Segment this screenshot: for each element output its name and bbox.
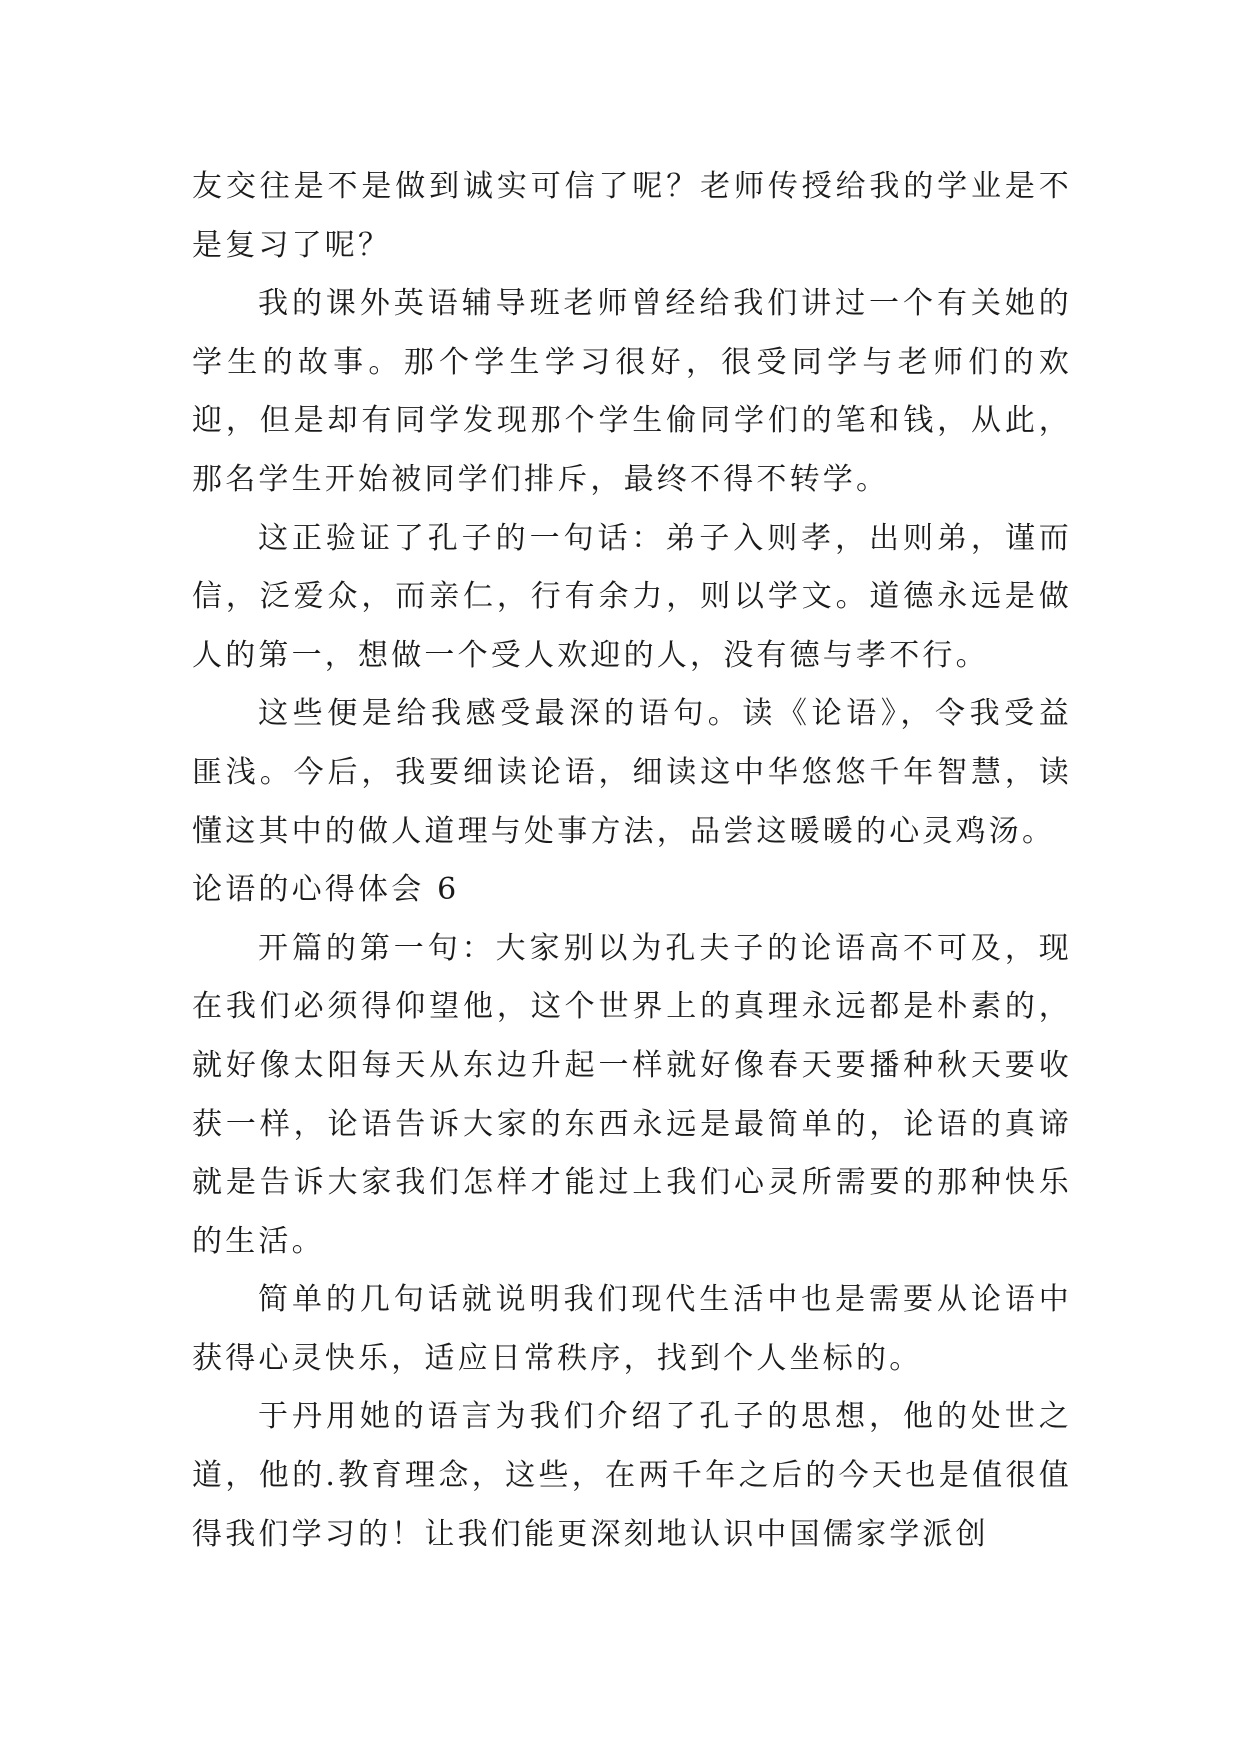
paragraph-teacher-story: 我的课外英语辅导班老师曾经给我们讲过一个有关她的学生的故事。那个学生学习很好，很受同学与老师们的欢迎，但是却有同学发现那个学生偷同学们的笔和钱，从此，那名学生开始被同学们排斥，最终不得不转学。 [192,286,1072,497]
paragraph-simple-words: 简单的几句话就说明我们现代生活中也是需要从论语中获得心灵快乐，适应日常秩序，找到个人坐标的。 [192,1282,1072,1376]
document-body [192,158,1072,1564]
section-heading: 论语的心得体会 6 [192,872,460,908]
paragraph-continued: 友交往是不是做到诚实可信了呢？老师传授给我的学业是不是复习了呢？ [192,169,1072,263]
paragraph-confucius-quote: 这正验证了孔子的一句话：弟子入则孝，出则弟，谨而信，泛爱众，而亲仁，行有余力，则以学文。道德永远是做人的第一，想做一个受人欢迎的人，没有德与孝不行。 [192,520,1072,673]
paragraph-conclusion: 这些便是给我感受最深的语句。读《论语》，令我受益匪浅。今后，我要细读论语，细读这中华悠悠千年智慧，读懂这其中的做人道理与处事方法，品尝这暖暖的心灵鸡汤。 [192,696,1072,849]
paragraph-yu-dan: 于丹用她的语言为我们介绍了孔子的思想，他的处世之道，他的.教育理念，这些，在两千年之后的今天也是值很值得我们学习的！让我们能更深刻地认识中国儒家学派创 [192,1399,1072,1552]
paragraph-opening-line: 开篇的第一句：大家别以为孔夫子的论语高不可及，现在我们必须得仰望他，这个世界上的真理永远都是朴素的，就好像太阳每天从东边升起一样就好像春天要播种秋天要收获一样，论语告诉大家的东西永远是最简单的，论语的真谛就是告诉大家我们怎样才能过上我们心灵所需要的那种快乐的生活。 [192,930,1072,1259]
